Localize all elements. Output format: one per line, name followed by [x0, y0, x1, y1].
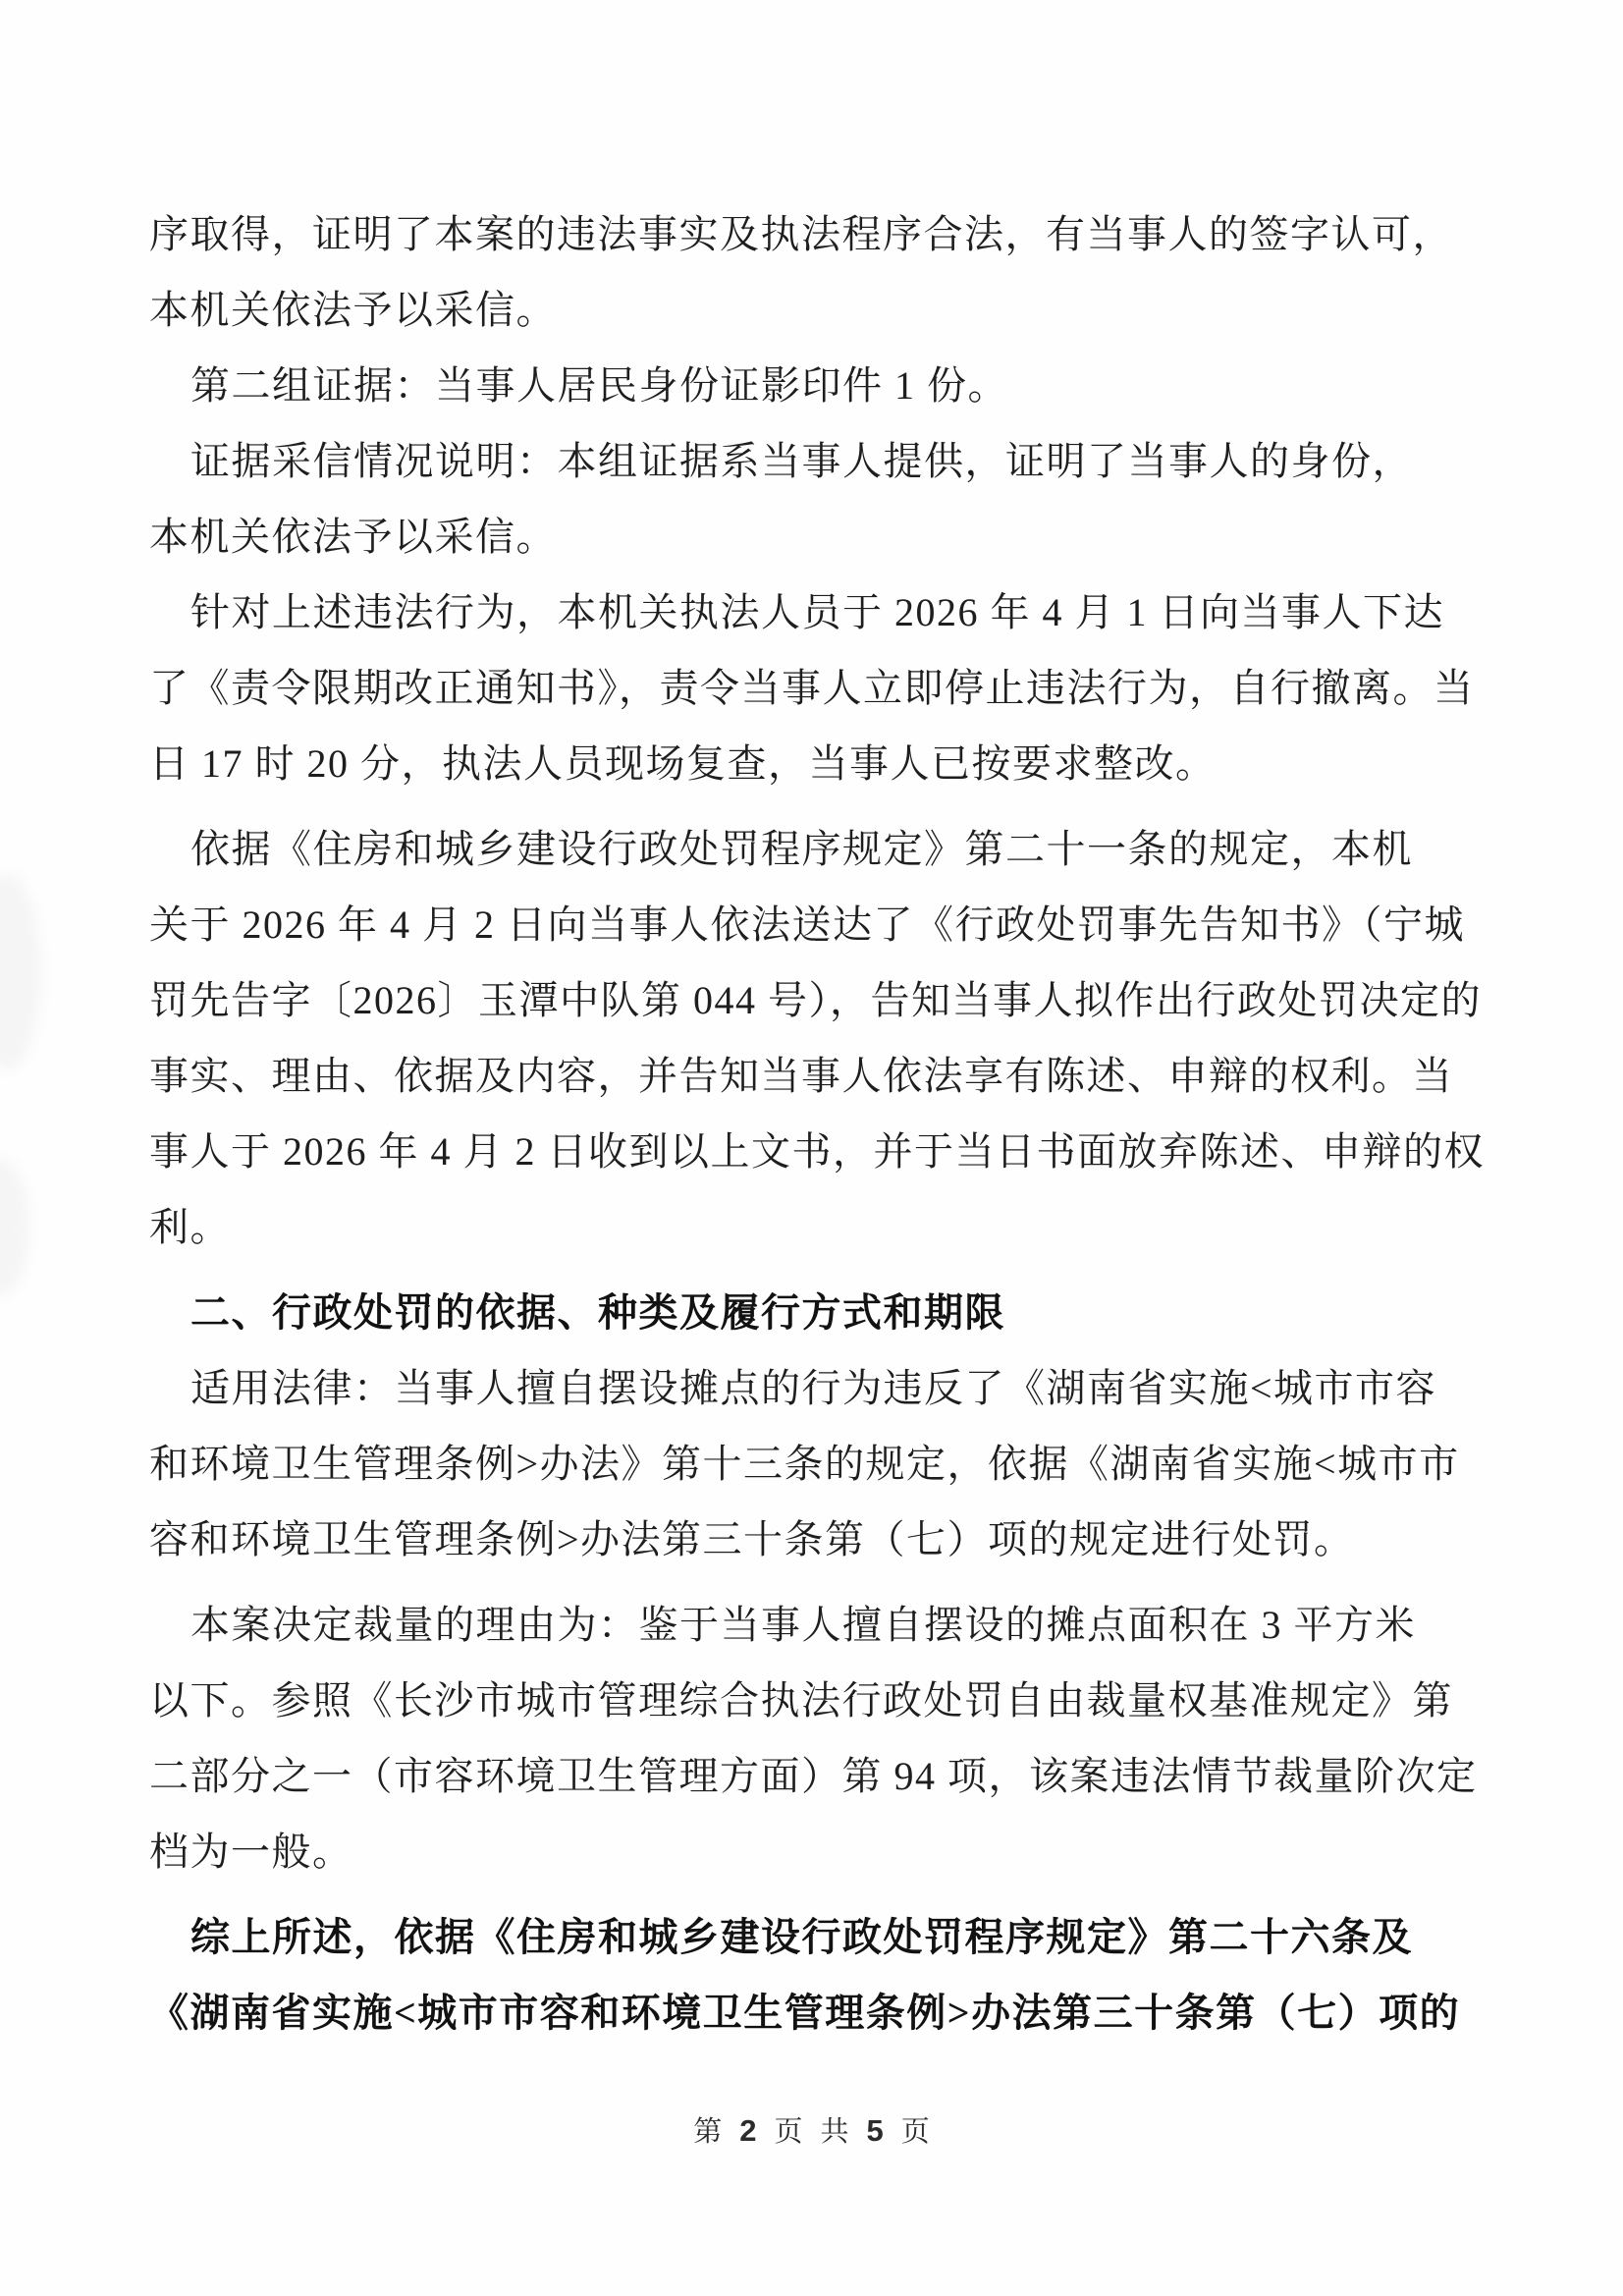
text-line: 容和环境卫生管理条例>办法第三十条第（七）项的规定进行处罚。 — [149, 1517, 1355, 1561]
page-footer — [0, 2109, 1623, 2154]
footer-label-di: 第 — [693, 2116, 723, 2148]
text-line: 二部分之一（市容环境卫生管理方面）第 94 项，该案违法情节裁量阶次定 — [149, 1754, 1478, 1798]
text-line: 关于 2026 年 4 月 2 日向当事人依法送达了《行政处罚事先告知书》（宁城 — [149, 902, 1465, 947]
text-line: 第二组证据：当事人居民身份证影印件 1 份。 — [190, 363, 1008, 408]
scan-artifact — [0, 874, 41, 1070]
heading-line: 二、行政处罚的依据、种类及履行方式和期限 — [190, 1290, 1005, 1335]
heading-line: 综上所述，依据《住房和城乡建设行政处罚程序规定》第二十六条及 — [190, 1915, 1413, 1959]
text-line: 事人于 2026 年 4 月 2 日收到以上文书，并于当日书面放弃陈述、申辩的权 — [149, 1129, 1485, 1174]
text-line: 本机关依法予以采信。 — [149, 515, 557, 559]
scan-artifact — [0, 1159, 29, 1296]
text-line: 以下。参照《长沙市城市管理综合执法行政处罚自由裁量权基准规定》第 — [149, 1678, 1453, 1722]
text-line: 罚先告字〔2026〕玉潭中队第 044 号），告知当事人拟作出行政处罚决定的 — [149, 978, 1482, 1022]
text-line: 证据采信情况说明：本组证据系当事人提供，证明了当事人的身份， — [190, 439, 1413, 483]
footer-label-ye2: 页 — [900, 2116, 930, 2148]
text-line: 针对上述违法行为，本机关执法人员于 2026 年 4 月 1 日向当事人下达 — [190, 590, 1444, 634]
text-line: 本机关依法予以采信。 — [149, 288, 557, 332]
text-line: 适用法律：当事人擅自摆设摊点的行为违反了《湖南省实施<城市市容 — [190, 1366, 1437, 1410]
footer-label-gong: 共 — [820, 2116, 849, 2148]
text-line: 档为一般。 — [149, 1830, 353, 1874]
footer-page-number: 2 — [739, 2113, 757, 2148]
text-line: 依据《住房和城乡建设行政处罚程序规定》第二十一条的规定，本机 — [190, 827, 1413, 871]
text-line: 利。 — [149, 1205, 231, 1249]
text-line: 序取得，证明了本案的违法事实及执法程序合法，有当事人的签字认可， — [149, 212, 1453, 256]
document-body — [149, 196, 1485, 2050]
text-line: 和环境卫生管理条例>办法》第十三条的规定，依据《湖南省实施<城市市 — [149, 1442, 1460, 1486]
text-line: 了《责令限期改正通知书》，责令当事人立即停止违法行为，自行撤离。当 — [149, 666, 1475, 710]
footer-total-pages: 5 — [866, 2113, 884, 2148]
text-line: 本案决定裁量的理由为：鉴于当事人擅自摆设的摊点面积在 3 平方米 — [190, 1603, 1416, 1647]
text-line: 日 17 时 20 分，执法人员现场复查，当事人已按要求整改。 — [149, 741, 1217, 786]
heading-line: 《湖南省实施<城市市容和环境卫生管理条例>办法第三十条第（七）项的 — [149, 1991, 1461, 2035]
text-line: 事实、理由、依据及内容，并告知当事人依法享有陈述、申辩的权利。当 — [149, 1054, 1453, 1098]
footer-label-ye1: 页 — [774, 2116, 803, 2148]
